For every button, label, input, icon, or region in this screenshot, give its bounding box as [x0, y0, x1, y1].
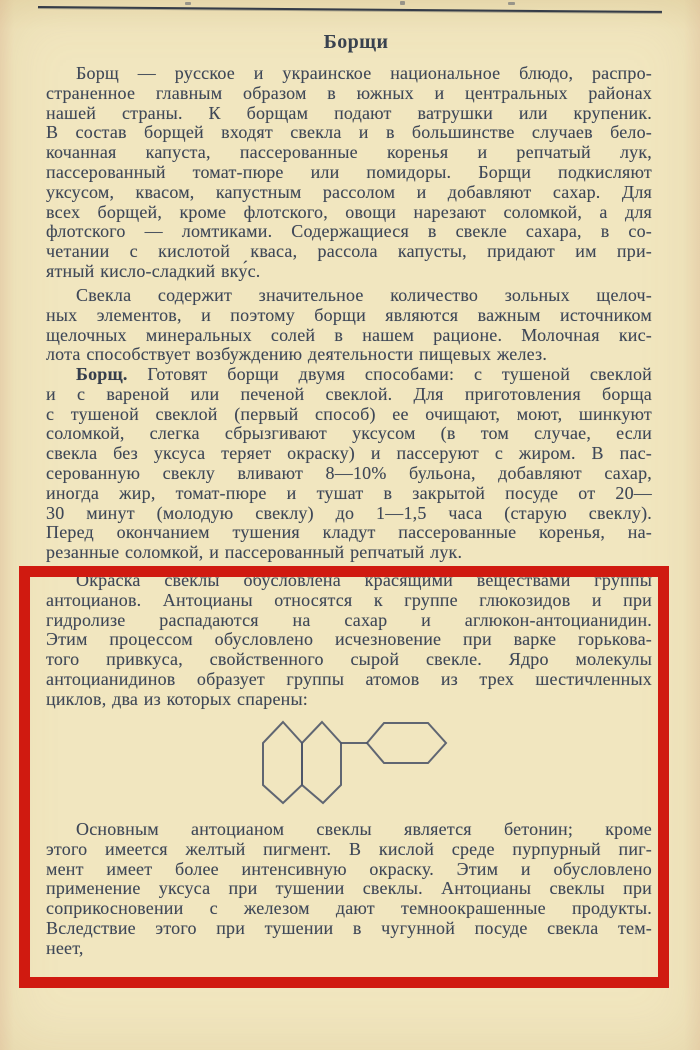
scan-artifact	[185, 2, 191, 5]
text-line: гидролизе распадаются на сахар и аглюкон-антоцианидин.	[46, 609, 652, 630]
text-line: этого имеется желтый пигмент. В кислой среде пурпурный пиг-	[46, 838, 652, 859]
text-line: всех борщей, кроме флотского, овощи нарезают соломкой, а для	[46, 201, 652, 222]
text-line: 30 минут (молодую свеклу) до 1—1,5 часа (старую свеклу).	[46, 502, 652, 523]
text-line: применение уксуса при тушении свеклы. Антоцианы свеклы при	[46, 878, 652, 899]
ring-right	[367, 723, 446, 763]
text-line: четании с кислотой кваса, рассола капусты, придают им при-	[46, 241, 652, 262]
scan-artifact	[400, 1, 405, 5]
paragraph-betanin	[46, 820, 652, 959]
text-line: соломкой, слегка сбрызгивают уксусом (в том случае, если	[46, 423, 652, 444]
text-line: неет,	[46, 937, 84, 958]
text-line: Основным антоцианом свеклы является бетонин; кроме	[76, 819, 652, 839]
paragraph-minerals	[46, 286, 652, 365]
text-line: Окраска свеклы обусловлена красящими веществами группы	[76, 570, 652, 590]
text-line: уксусом, квасом, капустным рассолом и добавляют сахар. Для	[46, 181, 652, 202]
scan-artifact	[508, 2, 515, 5]
text-line: того привкуса, свойственного сырой свекле. Ядро молекулы	[46, 649, 652, 670]
text-line: Этим процессом обусловлено исчезновение при варке горькова-	[46, 629, 652, 650]
text-line: Вследствие этого при тушении в чугунной посуде свекла тем-	[46, 917, 652, 938]
ring-middle	[302, 722, 341, 803]
paragraph-intro	[46, 64, 652, 282]
text-line: Перед окончанием тушения кладут пассерованные коренья, на-	[46, 522, 652, 543]
text-line: серованную свеклу вливают 8—10% бульона, добавляют сахар,	[46, 462, 652, 483]
text-line: иногда жир, томат-пюре и тушат в закрытой посуде от 20—	[46, 482, 652, 503]
ring-left	[263, 722, 302, 803]
text-line: антоцианидинов образует группы атомов из трех шестичленных	[46, 668, 652, 689]
anthocyanidin-structure-diagram	[240, 710, 460, 810]
text-line: ятный кисло-сладкий вку́с.	[46, 260, 261, 281]
text-line: свекла без уксуса теряет окраску) и пассеруют с жиром. В пас-	[46, 443, 652, 464]
paragraph-cooking	[46, 365, 652, 563]
text-line: Борщ — русское и украинское национальное блюдо, распро-	[76, 63, 652, 83]
text-line: флотского — ломтиками. Содержащиеся в свекле сахара, в со-	[46, 221, 652, 242]
text-line: резанные соломкой, и пассерованный репчатый лук.	[46, 542, 463, 563]
text-line: мент имеет более интенсивную окраску. Этим и обусловлено	[46, 858, 652, 879]
text-line: циклов, два из которых спарены:	[46, 688, 308, 709]
text-line: страненное главным образом в южных и центральных районах	[46, 82, 652, 103]
text-line: и с вареной или печеной свеклой. Для приготовления борща	[46, 383, 652, 404]
page-title: Борщи	[323, 31, 389, 53]
text-line: антоцианов. Антоцианы относятся к группе глюкозидов и при	[46, 589, 652, 610]
text-line: Борщ. Готовят борщи двумя способами: с тушеной свеклой	[76, 364, 652, 384]
text-line: кочанная капуста, пассерованные коренья и репчатый лук,	[46, 142, 652, 163]
text-line: Свекла содержит значительное количество зольных щелоч-	[76, 285, 652, 305]
text-line: с тушеной свеклой (первый способ) ее очищают, моют, шинкуют	[46, 403, 652, 424]
paragraph-anthocyanins	[46, 571, 652, 710]
text-line: соприкосновении с железом дают темноокрашенные продукты.	[46, 898, 652, 919]
text-line: щелочных минеральных солей в нашем рационе. Молочная кис-	[46, 324, 652, 345]
text-line: пассерованный томат-пюре или помидоры. Борщи подкисляют	[46, 161, 652, 182]
header-rule	[38, 6, 662, 13]
text-line: лота способствует возбуждению деятельности пищевых желез.	[46, 344, 548, 365]
text-line: ных элементов, и поэтому борщи являются важным источником	[46, 304, 652, 325]
text-line: В состав борщей входят свекла и в большинстве случаев бело-	[46, 122, 652, 143]
text-line: нашей страны. К борщам подают ватрушки или крупеник.	[46, 102, 652, 123]
